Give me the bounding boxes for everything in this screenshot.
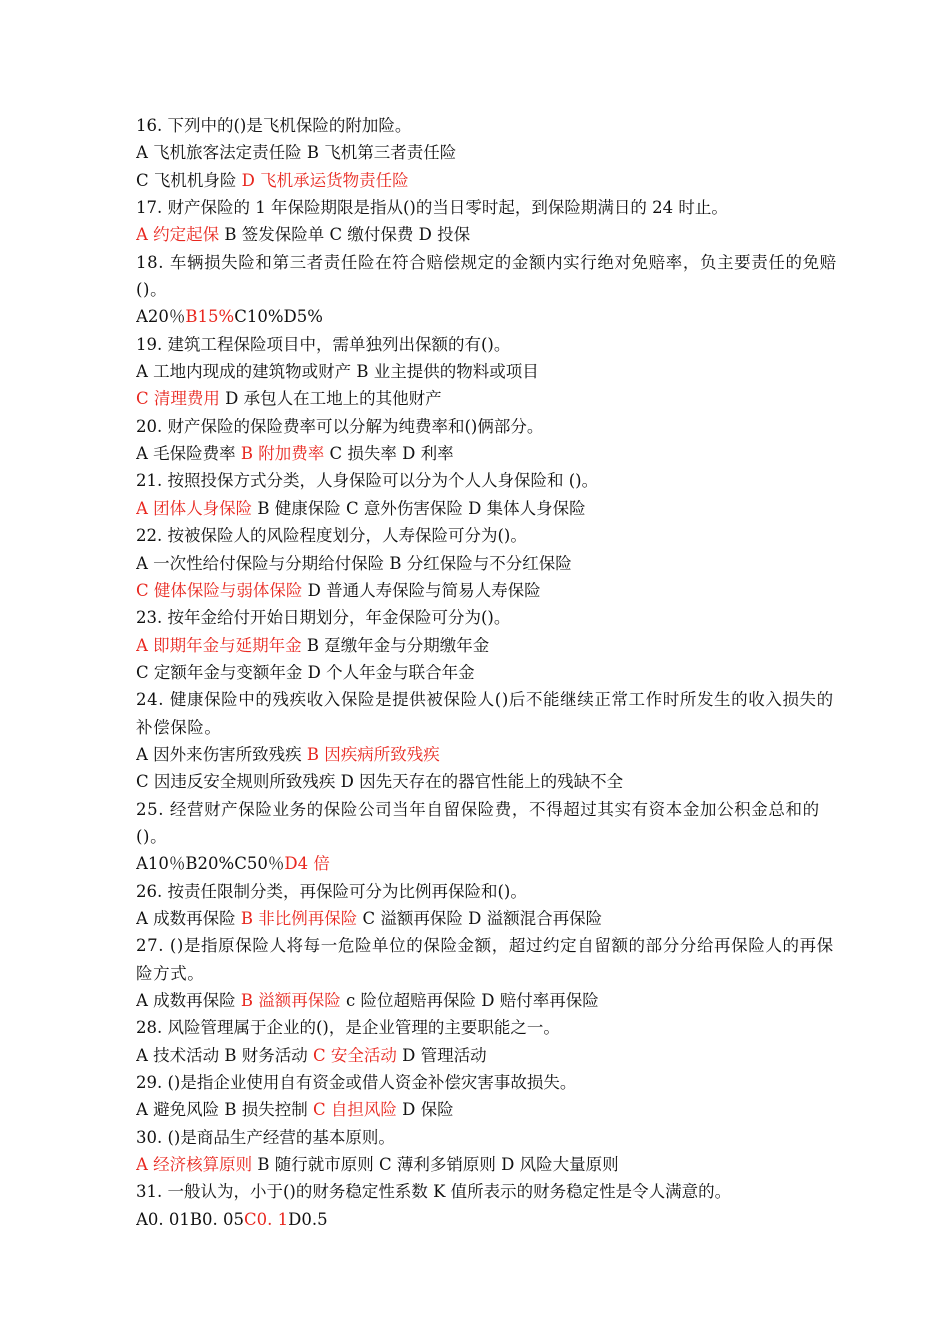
question-line bbox=[136, 686, 838, 741]
line-text: C 定额年金与变额年金 D 个人年金与联合年金 bbox=[136, 662, 475, 682]
document-page bbox=[136, 112, 838, 1233]
line-text: 25. 经营财产保险业务的保险公司当年自留保险费，不得超过其实有资本金加公积金总和的()。 bbox=[136, 799, 820, 846]
question-line bbox=[136, 522, 838, 549]
line-text: 23. 按年金给付开始日期划分，年金保险可分为()。 bbox=[136, 608, 511, 628]
question-line bbox=[136, 1178, 838, 1205]
option-line bbox=[136, 768, 838, 795]
line-text: D 保险 bbox=[396, 1100, 454, 1120]
answer-text: A 经济核算原则 bbox=[136, 1155, 253, 1175]
answer-text: C 安全活动 bbox=[313, 1045, 397, 1065]
line-text: 30. ()是商品生产经营的基本原则。 bbox=[136, 1127, 395, 1147]
line-text: C 损失率 D 利率 bbox=[324, 444, 454, 464]
line-text: A 工地内现成的建筑物或财产 B 业主提供的物料或项目 bbox=[136, 362, 539, 382]
line-text: B 趸缴年金与分期缴年金 bbox=[301, 635, 490, 655]
line-text: 31. 一般认为，小于()的财务稳定性系数 K 值所表示的财务稳定性是令人满意的。 bbox=[136, 1182, 732, 1202]
answer-text: A 即期年金与延期年金 bbox=[136, 635, 302, 655]
question-line bbox=[136, 467, 838, 494]
option-line bbox=[136, 632, 838, 659]
line-text: 29. ()是指企业使用自有资金或借人资金补偿灾害事故损失。 bbox=[136, 1073, 577, 1093]
option-line bbox=[136, 850, 838, 877]
answer-text: C 自担风险 bbox=[313, 1100, 397, 1120]
option-line bbox=[136, 221, 838, 248]
option-line bbox=[136, 659, 838, 686]
question-line bbox=[136, 331, 838, 358]
answer-text: B 附加费率 bbox=[240, 444, 325, 464]
question-line bbox=[136, 1069, 838, 1096]
answer-text: B15% bbox=[185, 307, 235, 327]
question-line bbox=[136, 878, 838, 905]
line-text: D0.5 bbox=[288, 1209, 328, 1229]
option-line bbox=[136, 167, 838, 194]
option-line bbox=[136, 358, 838, 385]
line-text: 17. 财产保险的 1 年保险期限是指从()的当日零时起，到保险期满日的 24 时止。 bbox=[136, 198, 728, 218]
question-line bbox=[136, 413, 838, 440]
answer-text: B 因疾病所致残疾 bbox=[306, 744, 440, 764]
option-line bbox=[136, 440, 838, 467]
option-line bbox=[136, 550, 838, 577]
line-text: 18. 车辆损失险和第三者责任险在符合赔偿规定的金额内实行绝对免赔率，负主要责任的免赔()。 bbox=[136, 252, 837, 300]
option-line bbox=[136, 495, 838, 522]
option-line bbox=[136, 385, 838, 412]
option-line bbox=[136, 741, 838, 768]
question-line bbox=[136, 194, 838, 221]
option-line bbox=[136, 139, 838, 166]
line-text: 24. 健康保险中的残疾收入保险是提供被保险人()后不能继续正常工作时所发生的收入损失的补偿保险。 bbox=[136, 690, 834, 737]
line-text: A 因外来伤害所致残疾 bbox=[136, 744, 307, 764]
line-text: A 避免风险 B 损失控制 bbox=[136, 1100, 314, 1120]
answer-text: A 团体人身保险 bbox=[136, 498, 253, 518]
line-text: B 健康保险 C 意外伤害保险 D 集体人身保险 bbox=[252, 498, 586, 518]
line-text: C 飞机机身险 bbox=[136, 170, 242, 190]
question-line bbox=[136, 1124, 838, 1151]
line-text: C 因违反安全规则所致残疾 D 因先天存在的器官性能上的残缺不全 bbox=[136, 772, 624, 792]
answer-text: A 约定起保 bbox=[136, 225, 220, 245]
question-line bbox=[136, 1014, 838, 1041]
answer-text: C 清理费用 bbox=[136, 389, 220, 409]
option-line bbox=[136, 1096, 838, 1123]
answer-text: C 健体保险与弱体保险 bbox=[136, 580, 303, 600]
line-text: 28. 风险管理属于企业的()，是企业管理的主要职能之一。 bbox=[136, 1018, 560, 1038]
question-line bbox=[136, 604, 838, 631]
line-text: c 险位超赔再保险 D 赔付率再保险 bbox=[340, 991, 599, 1010]
question-line bbox=[136, 796, 838, 851]
question-line bbox=[136, 112, 838, 139]
option-line bbox=[136, 1042, 838, 1069]
option-line bbox=[136, 905, 838, 932]
line-text: C10%D5% bbox=[234, 307, 323, 327]
line-text: D 管理活动 bbox=[396, 1045, 487, 1065]
line-text: 16. 下列中的()是飞机保险的附加险。 bbox=[136, 116, 412, 135]
question-line bbox=[136, 249, 838, 304]
line-text: A 成数再保险 bbox=[136, 908, 241, 928]
line-text: D 承包人在工地上的其他财产 bbox=[219, 389, 442, 409]
option-line bbox=[136, 577, 838, 604]
line-text: A 成数再保险 bbox=[136, 991, 241, 1010]
line-text: 22. 按被保险人的风险程度划分，人寿保险可分为()。 bbox=[136, 526, 527, 546]
line-text: A0. 01B0. 05 bbox=[136, 1209, 245, 1229]
option-line bbox=[136, 303, 838, 330]
option-line bbox=[136, 987, 838, 1014]
answer-text: D4 倍 bbox=[284, 854, 330, 874]
answer-text: B 溢额再保险 bbox=[240, 991, 341, 1010]
line-text: A 技术活动 B 财务活动 bbox=[136, 1045, 314, 1065]
line-text: B 签发保险单 C 缴付保费 D 投保 bbox=[219, 225, 471, 245]
line-text: A 飞机旅客法定责任险 B 飞机第三者责任险 bbox=[136, 143, 457, 163]
line-text: A 毛保险费率 bbox=[136, 444, 241, 464]
answer-text: C0. 1 bbox=[244, 1209, 289, 1229]
line-text: D 普通人寿保险与简易人寿保险 bbox=[302, 580, 541, 600]
line-text: 27. ()是指原保险人将每一危险单位的保险金额，超过约定自留额的部分分给再保险人的再保险方式。 bbox=[136, 936, 834, 983]
answer-text: B 非比例再保险 bbox=[240, 908, 358, 928]
line-text: A10％B20%C50％ bbox=[136, 854, 285, 874]
option-line bbox=[136, 1206, 838, 1233]
line-text: C 溢额再保险 D 溢额混合再保险 bbox=[357, 908, 603, 928]
line-text: 21. 按照投保方式分类，人身保险可以分为个人人身保险和 ()。 bbox=[136, 471, 599, 491]
answer-text: D 飞机承运货物责任险 bbox=[241, 170, 409, 190]
line-text: 20. 财产保险的保险费率可以分解为纯费率和()俩部分。 bbox=[136, 416, 544, 436]
line-text: 19. 建筑工程保险项目中，需单独列出保额的有()。 bbox=[136, 334, 511, 354]
line-text: 26. 按责任限制分类，再保险可分为比例再保险和()。 bbox=[136, 881, 527, 901]
question-line bbox=[136, 932, 838, 987]
line-text: A 一次性给付保险与分期给付保险 B 分红保险与不分红保险 bbox=[136, 553, 572, 573]
option-line bbox=[136, 1151, 838, 1178]
line-text: B 随行就市原则 C 薄利多销原则 D 风险大量原则 bbox=[252, 1155, 619, 1175]
line-text: A20％ bbox=[136, 307, 186, 327]
